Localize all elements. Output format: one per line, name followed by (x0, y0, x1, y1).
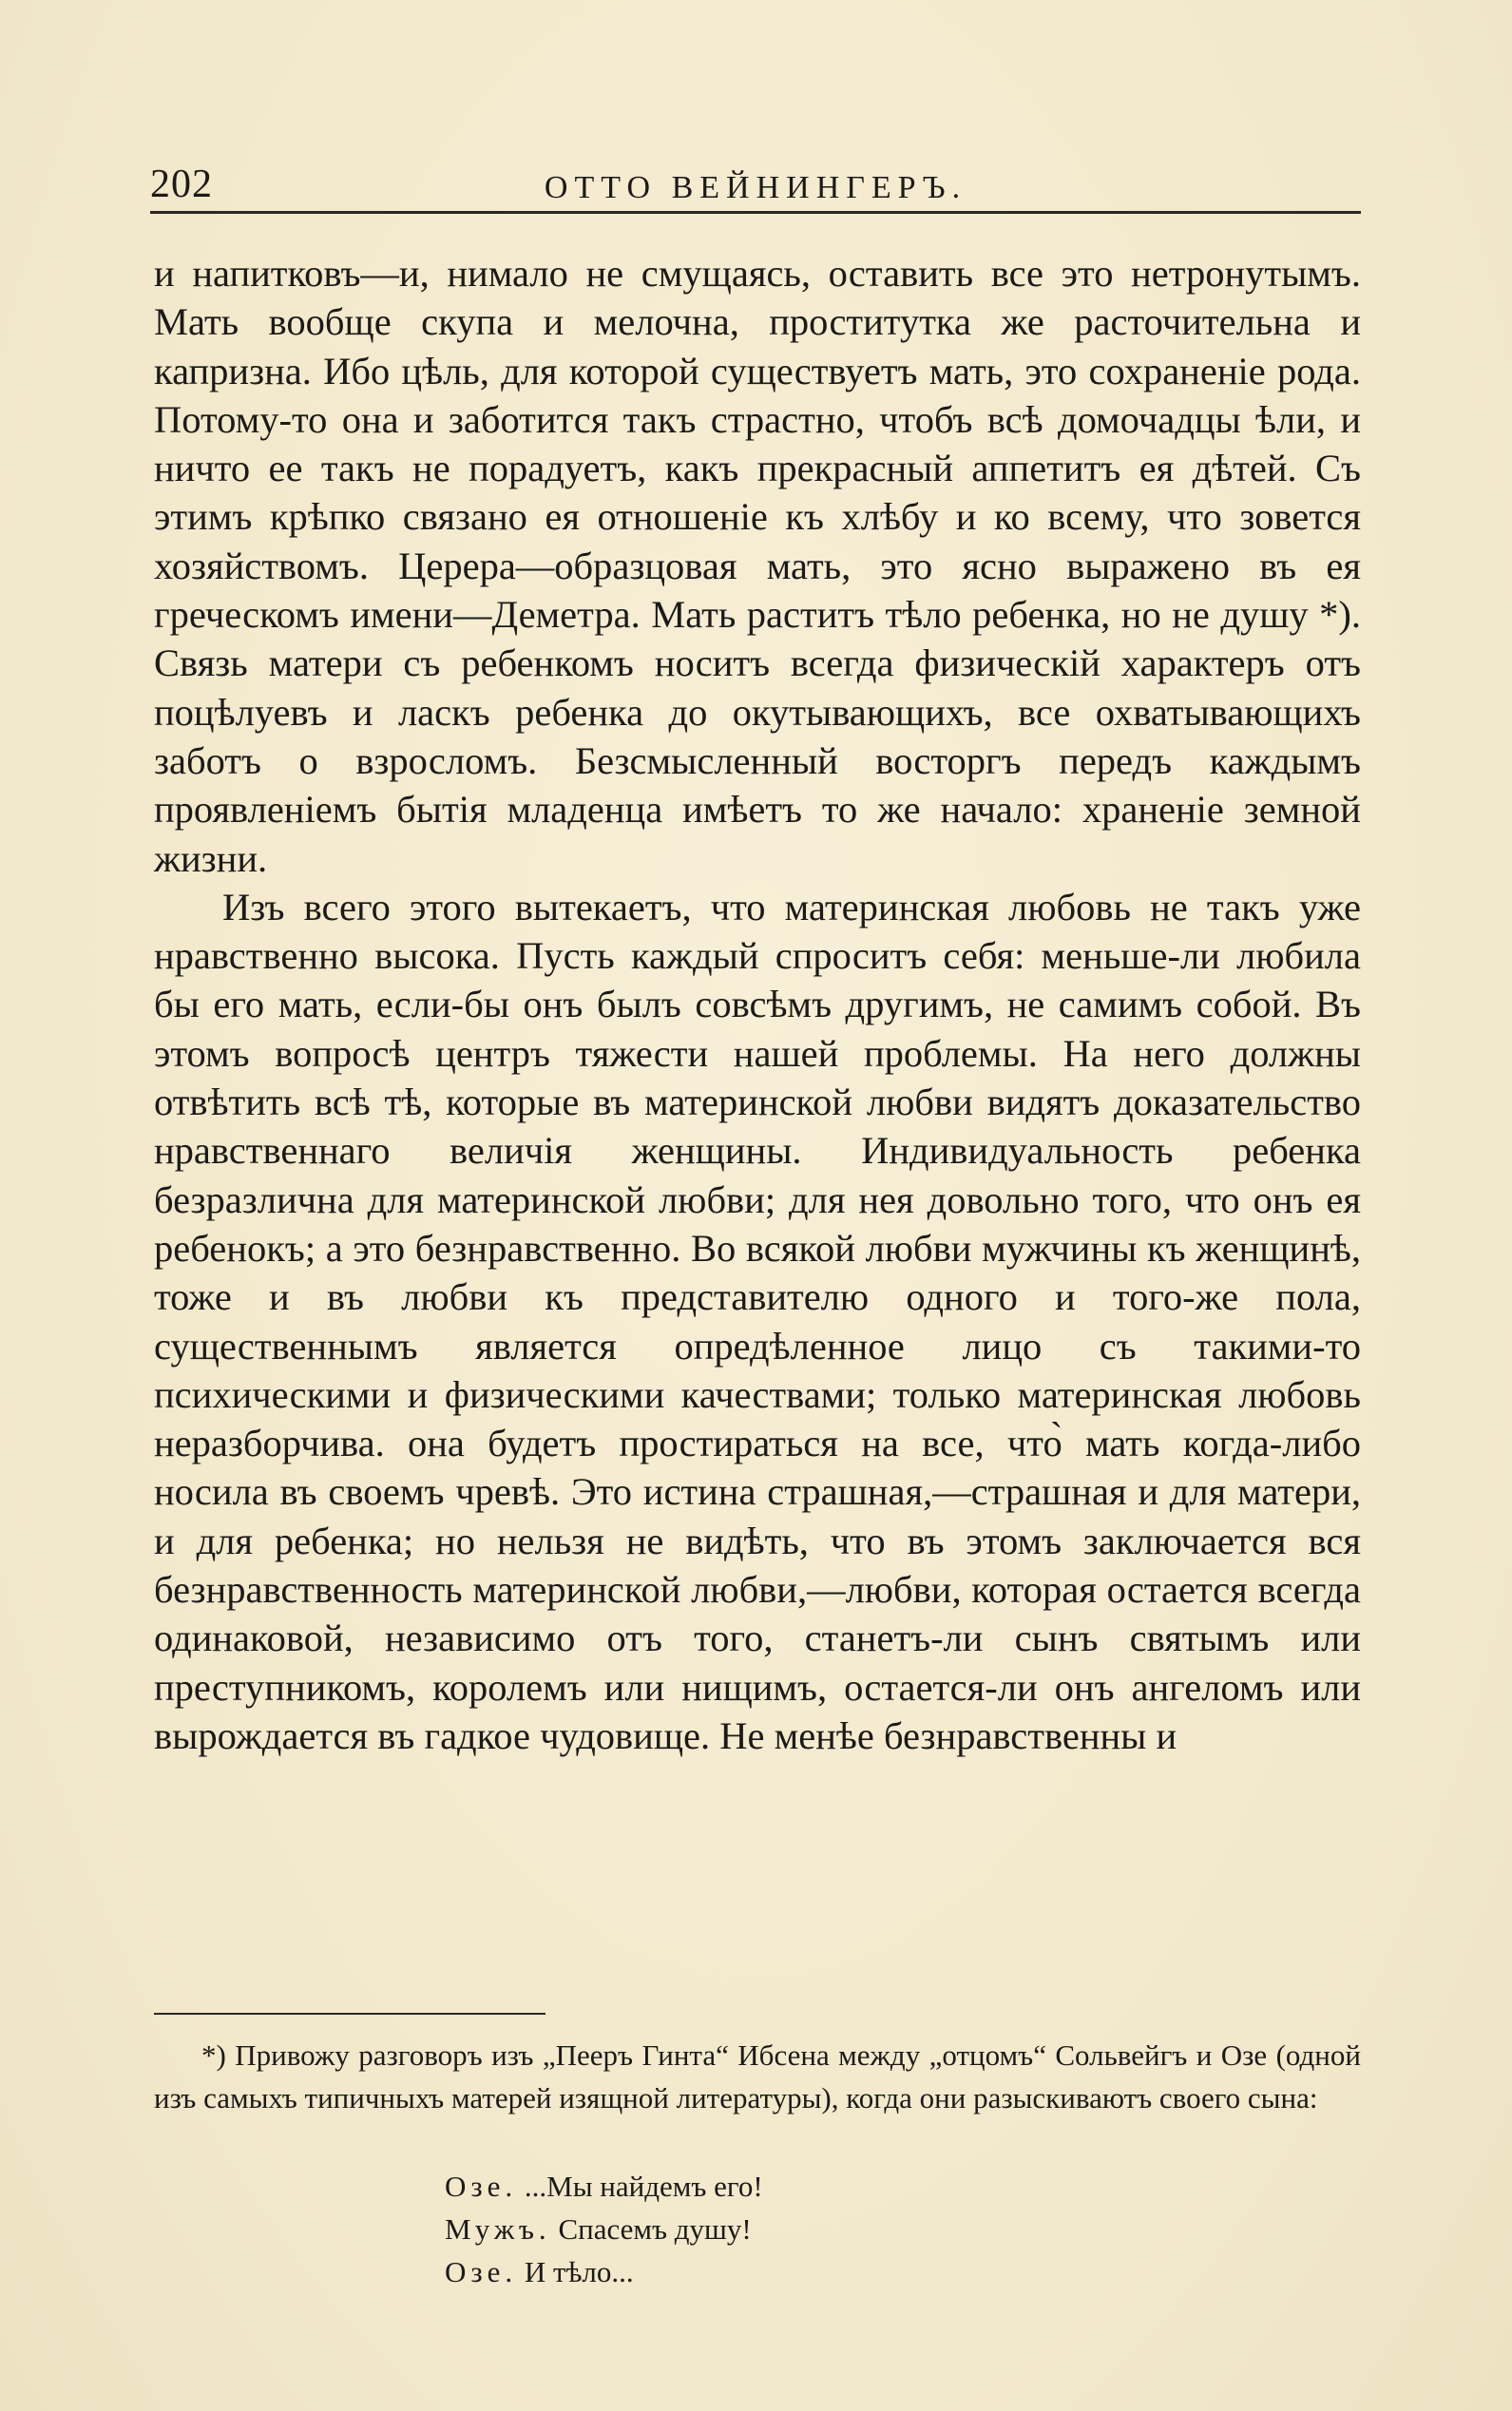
footnote-text: *) Привожу разговоръ изъ „Пееръ Гинта“ Ибсена между „отцомъ“ Сольвейгъ и Озе (одной изъ самыхъ типичныхъ матерей изящной литературы), когда они разыскиваютъ своего сына: (154, 2038, 1361, 2114)
dialogue-speaker: Озе. (445, 2255, 518, 2288)
footnote-dialogue (445, 2165, 763, 2293)
footnote-divider (154, 2013, 545, 2015)
dialogue-line (445, 2250, 763, 2293)
page-number: 202 (150, 163, 213, 206)
dialogue-text: И тѣло... (524, 2255, 634, 2288)
dialogue-speaker: Мужъ. (445, 2212, 551, 2246)
dialogue-speaker: Озе. (445, 2170, 518, 2203)
dialogue-text: Спасемъ душу! (558, 2212, 752, 2246)
paragraph-2: Изъ всего этого вытекаетъ, что материнская любовь не такъ уже нравственно высока. Пусть каждый спроситъ себя: меньше-ли любила бы его мать, если-бы онъ былъ совсѣмъ другимъ, не самимъ собой. Въ этомъ вопросѣ центръ тяжести нашей проблемы. На него должны отвѣтить всѣ тѣ, которые въ материнской любви видятъ доказательство нравственнаго величія женщины. Индивидуальность ребенка безразлична для материнской любви; для нея довольно того, что онъ ея ребенокъ; а это безнравственно. Во всякой любви мужчины къ женщинѣ, тоже и въ любви къ представителю одного и того-же пола, существеннымъ является опредѣленное лицо съ такими-то психическими и физическими качествами; только материнская любовь неразборчива. она будетъ простираться на все, что̀ мать когда-либо носила въ своемъ чревѣ. Это истина страшная,—страшная и для матери, и для ребенка; но нельзя не видѣть, что въ этомъ заключается вся безнравственность материнской любви,—любви, которая остается всегда одинаковой, независимо отъ того, станетъ-ли сынъ святымъ или преступникомъ, королемъ или нищимъ, остается-ли онъ ангеломъ или вырождается въ гадкое чудовище. Не менѣе безнравственны и (154, 885, 1361, 1757)
main-text (154, 249, 1361, 1760)
dialogue-text: ...Мы найдемъ его! (524, 2170, 763, 2203)
page-header (150, 158, 1361, 214)
footnote (154, 2034, 1361, 2119)
dialogue-line (445, 2165, 763, 2208)
dialogue-line (445, 2208, 763, 2250)
paragraph-1: и напитковъ—и, нимало не смущаясь, оставить все это нетронутымъ. Мать вообще скупа и мелочна, проститутка же расточительна и капризна. Ибо цѣль, для которой существуетъ мать, это сохраненіе рода. Потому-то она и заботится такъ страстно, чтобъ всѣ домочадцы ѣли, и ничто ее такъ не порадуетъ, какъ прекрасный аппетитъ ея дѣтей. Съ этимъ крѣпко связано ея отношеніе къ хлѣбу и ко всему, что зовется хозяйствомъ. Церера—образцовая мать, это ясно выражено въ ея греческомъ имени—Деметра. Мать раститъ тѣло ребенка, но не душу *). Связь матери съ ребенкомъ носитъ всегда физическій характеръ отъ поцѣлуевъ и ласкъ ребенка до окутывающихъ, все охватывающихъ заботъ о взросломъ. Безсмысленный восторгъ передъ каждымъ проявленіемъ бытія младенца имѣетъ то же начало: храненіе земной жизни. (154, 252, 1361, 880)
running-head: ОТТО ВЕЙНИНГЕРЪ. (544, 170, 967, 205)
